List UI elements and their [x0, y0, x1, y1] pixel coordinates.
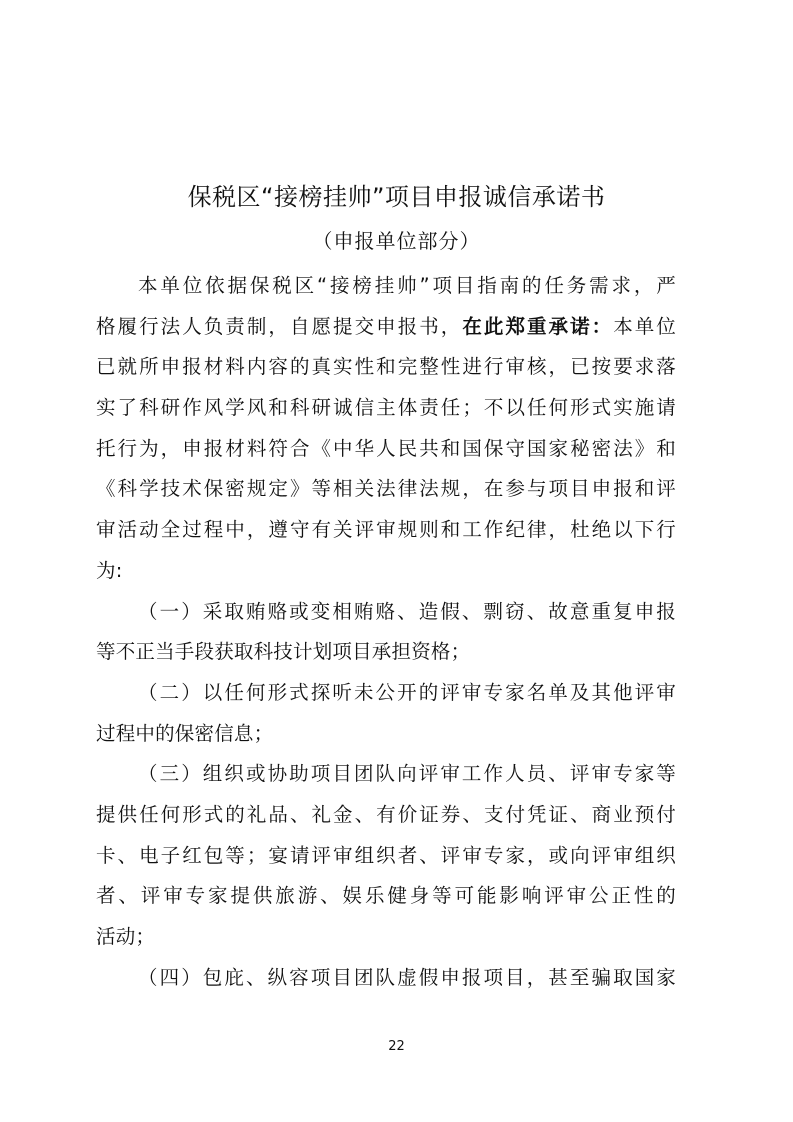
paragraph-line: 为: — [96, 558, 123, 582]
paragraph-text: 格履行法人负责制，自愿提交申报书， — [96, 314, 463, 338]
list-item-line: （二）以任何形式探听未公开的评审专家名单及其他评审 — [138, 680, 676, 704]
list-item-line: 过程中的保密信息； — [96, 721, 274, 745]
list-item-line: 等不正当手段获取科技计划项目承担资格； — [96, 640, 471, 664]
bold-commitment-text: 在此郑重承诺： — [462, 314, 614, 338]
document-title: 保税区“接榜挂帅”项目申报诚信承诺书 — [187, 183, 606, 211]
list-item-line: 卡、电子红包等；宴请评审组织者、评审专家，或向评审组织 — [96, 843, 676, 867]
paragraph-line: 已就所申报材料内容的真实性和完整性进行审核，已按要求落 — [96, 355, 676, 379]
list-item-line: 者、评审专家提供旅游、娱乐健身等可能影响评审公正性的 — [96, 884, 676, 908]
document-subtitle: （申报单位部分） — [312, 229, 481, 253]
page-number: 22 — [388, 1039, 405, 1054]
paragraph-line — [96, 307, 676, 348]
paragraph-line: 实了科研作风学风和科研诚信主体责任；不以任何形式实施请 — [96, 396, 676, 420]
commitment-body — [96, 266, 676, 998]
list-item-line: （三）组织或协助项目团队向评审工作人员、评审专家等 — [138, 762, 676, 786]
list-item-line: 活动； — [96, 925, 156, 948]
paragraph-line: 本单位依据保税区“接榜挂帅”项目指南的任务需求，严 — [138, 274, 676, 297]
paragraph-text: 本单位 — [613, 314, 677, 338]
paragraph-line: 《科学技术保密规定》等相关法律法规，在参与项目申报和评 — [96, 477, 676, 501]
paragraph-line: 托行为，申报材料符合《中华人民共和国保守国家秘密法》和 — [96, 436, 676, 460]
list-item-line: （一）采取贿赂或变相贿赂、造假、剽窃、故意重复申报 — [138, 599, 676, 623]
paragraph-line: 审活动全过程中，遵守有关评审规则和工作纪律，杜绝以下行 — [96, 518, 676, 542]
list-item-line: 提供任何形式的礼品、礼金、有价证券、支付凭证、商业预付 — [96, 802, 676, 826]
list-item-line: （四）包庇、纵容项目团队虚假申报项目，甚至骗取国家 — [138, 965, 676, 989]
